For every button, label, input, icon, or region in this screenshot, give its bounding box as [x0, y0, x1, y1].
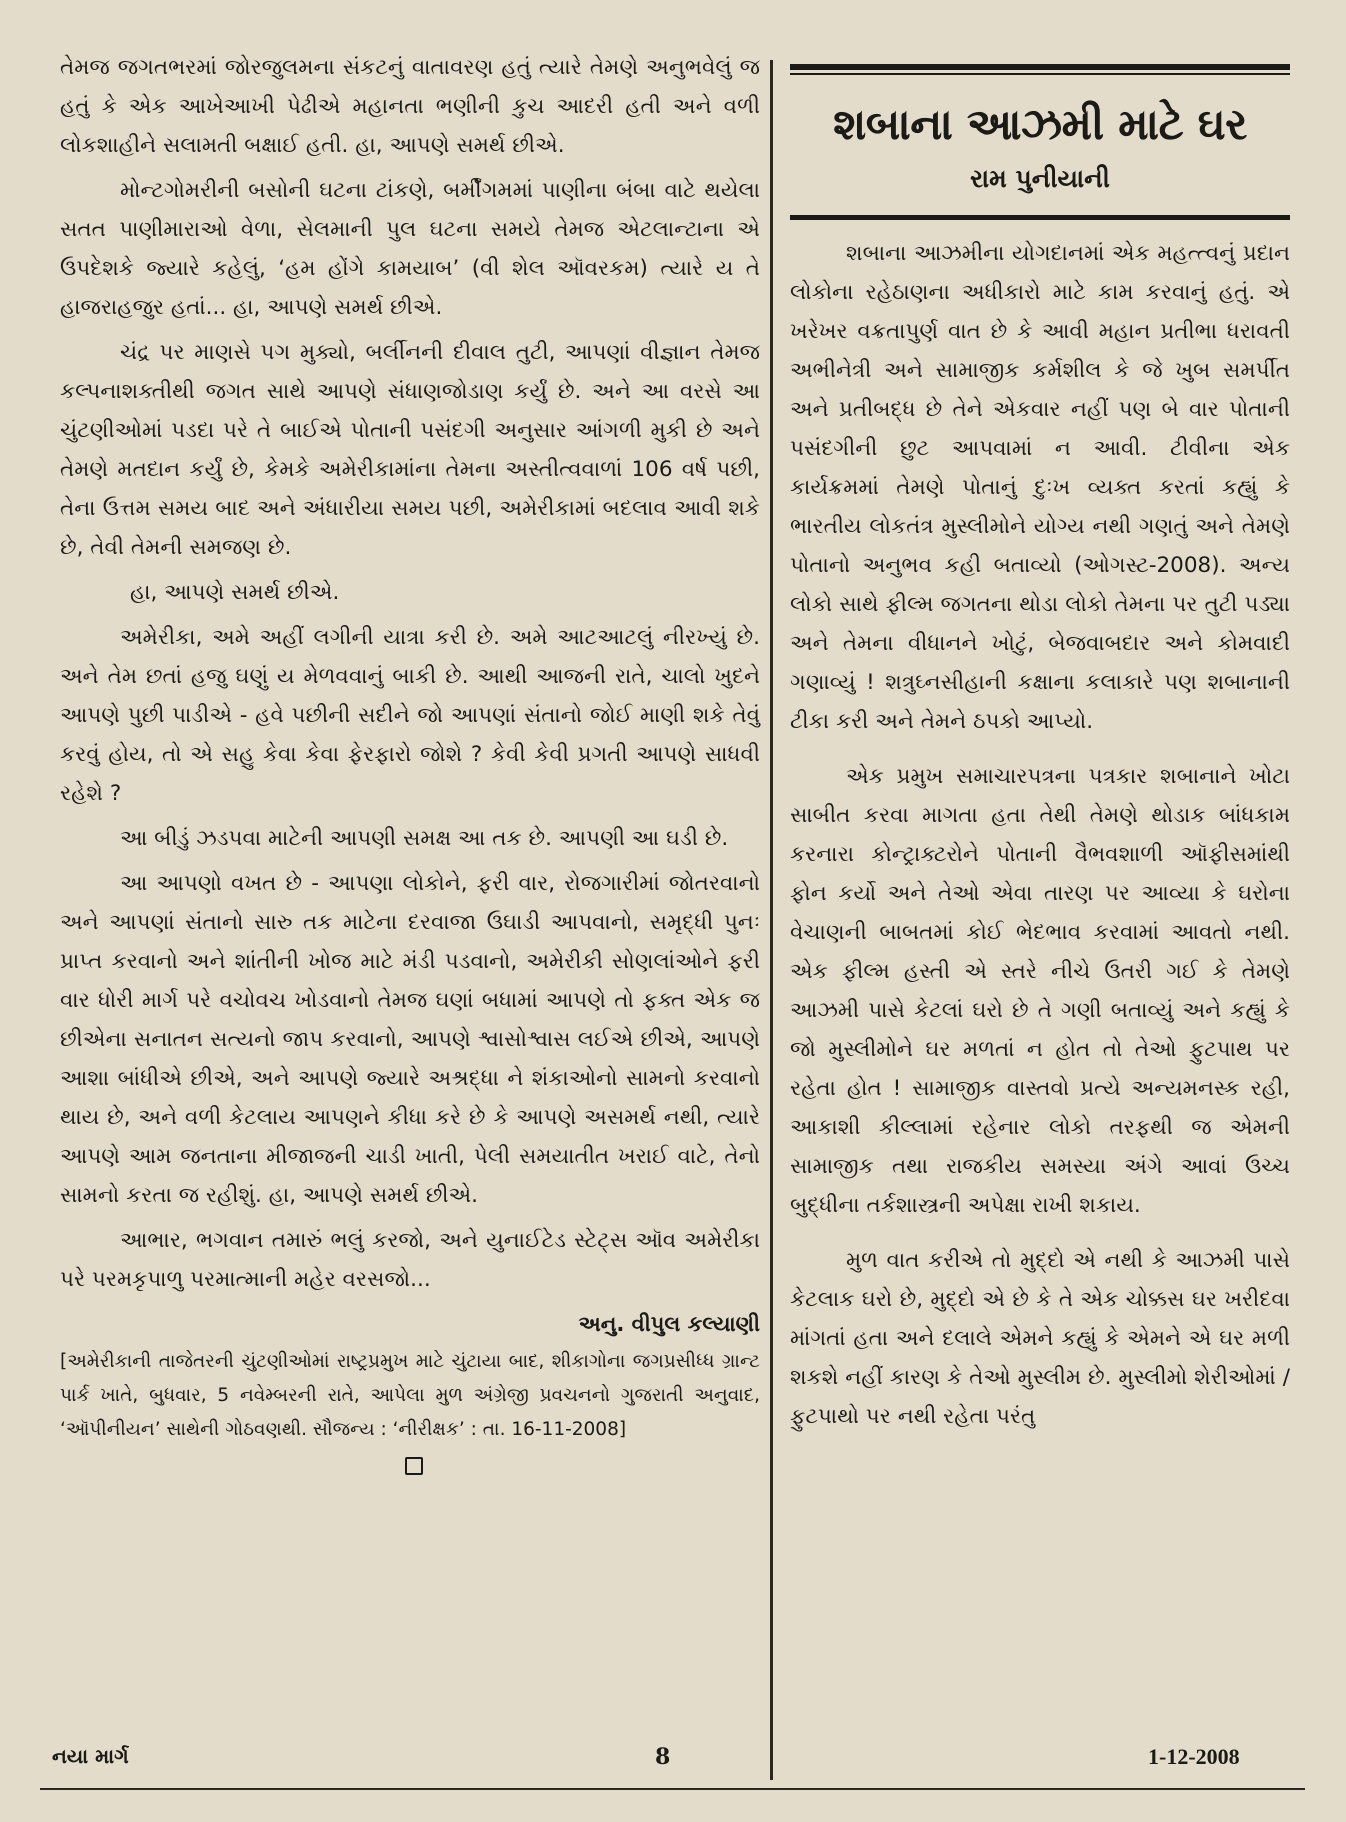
- article-byline: રામ પુનીયાની: [970, 164, 1110, 193]
- paragraph: શબાના આઝમીના યોગદાનમાં એક મહત્ત્વનું પ્રદાન લોકોના રહેઠાણના અધીકારો માટે કામ કરવાનું હતું. એ ખરેખર વક્રતાપુર્ણ વાત છે કે આવી મહાન પ્રતીભા ધરાવતી અભીનેત્રી અને સામાજીક કર્મશીલ કે જે ખુબ સમર્પીત અને પ્રતીબદ્ધ છે તેને એકવાર નહીં પણ બે વાર પોતાની પસંદગીની છુટ આપવામાં ન આવી. ટીવીના એક કાર્યક્રમમાં તેમણે પોતાનું દુઃખ વ્યક્ત કરતાં કહ્યું કે ભારતીય લોકતંત્ર મુસ્લીમોને યોગ્ય નથી ગણતું અને તેમણે પોતાનો અનુભવ કહી બતાવ્યો (ઓગસ્ટ-2008). અન્ય લોકો સાથે ફીલ્મ જગતના થોડા લોકો તેમના પર તુટી પડ્યા અને તેમના વીધાનને ખોટું, બેજવાબદાર અને કોમવાદી ગણાવ્યું ! શત્રુઘ્નસીહાની કક્ષાના કલાકારે પણ શબાનાની ટીકા કરી અને તેમને ઠપકો આપ્યો.: [790, 241, 1290, 734]
- end-mark-icon: [405, 1457, 423, 1475]
- source-note: [અમેરીકાની તાજેતરની ચુંટણીઓમાં રાષ્ટ્રપ્રમુખ માટે ચુંટાયા બાદ, શીકાગોના જગપ્રસીધ્ધ ગ્રાન્ટ પાર્ક ખાતે, બુધવાર, 5 નવેમ્બરની રાતે, આપેલા મુળ અંગ્રેજી પ્રવચનનો ગુજરાતી અનુવાદ, ‘ઑપીનીયન’ સાથેની ગોઠવણથી. સૌજન્ય : ‘નીરીક્ષક’ : તા. 16-11-2008]: [60, 1351, 760, 1440]
- left-column: [60, 48, 760, 1475]
- paragraph: મોન્ટગોમરીની બસોની ઘટના ટાંકણે, બર્મીંગમમાં પાણીના બંબા વાટે થયેલા સતત પાણીમારાઓ વેળા, સેલમાની પુલ ઘટના સમયે તેમજ એટલાન્ટાના એ ઉપદેશકે જ્યારે કહેલું, ‘હમ હોંગે કામયાબ’ (વી શેલ ઑવરકમ) ત્યારે ય તે હાજરાહજુર હતાં... હા, આપણે સમર્થ છીએ.: [60, 178, 760, 320]
- footer-rule: [40, 1788, 1305, 1790]
- column-divider: [770, 60, 773, 1780]
- byline-rule: [790, 215, 1290, 220]
- paragraph: આ આપણો વખત છે - આપણા લોકોને, ફરી વાર, રોજગારીમાં જોતરવાનો અને આપણાં સંતાનો સારુ તક માટેના દરવાજા ઉઘાડી આપવાનો, સમૃદ્ધી પુનઃ પ્રાપ્ત કરવાનો અને શાંતીની ખોજ માટે મંડી પડવાનો, અમેરીકી સોણલાંઓને ફરી વાર ધોરી માર્ગ પરે વચોવચ ખોડવાનો તેમજ ઘણાં બધામાં આપણે તો ફક્ત એક જ છીએના સનાતન સત્યનો જાપ કરવાનો, આપણે શ્વાસોશ્વાસ લઈએ છીએ, આપણે આશા બાંધીએ છીએ, અને આપણે જ્યારે અશ્રદ્ધા ને શંકાઓનો સામનો કરવાનો થાય છે, અને વળી કેટલાય આપણને કીધા કરે છે કે આપણે અસમર્થ નથી, ત્યારે આપણે આમ જનતાના મીજાજની ચાડી ખાતી, પેલી સમયાતીત ખરાઈ વાટે, તેનો સામનો કરતા જ રહીશું. હા, આપણે સમર્થ છીએ.: [60, 871, 760, 1208]
- paragraph: અમેરીકા, અમે અહીં લગીની યાત્રા કરી છે. અમે આટઆટલું નીરખ્યું છે. અને તેમ છતાં હજુ ઘણું ય મેળવવાનું બાકી છે. આથી આજની રાતે, ચાલો ખુદને આપણે પુછી પાડીએ - હવે પછીની સદીને જો આપણાં સંતાનો જોઈ માણી શકે તેવું કરવું હોય, તો એ સહુ કેવા કેવા ફેરફારો જોશે ? કેવી કેવી પ્રગતી આપણે સાધવી રહેશે ?: [60, 625, 760, 806]
- translator-credit: અનુ. વીપુલ કલ્યાણી: [578, 1312, 760, 1336]
- right-column: [790, 64, 1290, 1452]
- paragraph: તેમજ જગતભરમાં જોરજુલમના સંકટનું વાતાવરણ હતું ત્યારે તેમણે અનુભવેલું જ હતું કે એક આખેઆખી પેઢીએ મહાનતા ભણીની કુચ આદરી હતી અને વળી લોકશાહીને સલામતી બક્ષાઈ હતી. હા, આપણે સમર્થ છીએ.: [60, 55, 760, 158]
- paragraph: એક પ્રમુખ સમાચારપત્રના પત્રકાર શબાનાને ખોટા સાબીત કરવા માગતા હતા તેથી તેમણે થોડાક બાંધકામ કરનારા કોન્ટ્રાક્ટરોને પોતાની વૈભવશાળી ઑફીસમાંથી ફોન કર્યો અને તેઓ એવા તારણ પર આવ્યા કે ઘરોના વેચાણની બાબતમાં કોઈ ભેદભાવ કરવામાં આવતો નથી. એક ફીલ્મ હસ્તી એ સ્તરે નીચે ઉતરી ગઈ કે તેમણે આઝમી પાસે કેટલાં ઘરો છે તે ગણી બતાવ્યું અને કહ્યું કે જો મુસ્લીમોને ઘર મળતાં ન હોત તો તેઓ ફુટપાથ પર રહેતા હોત ! સામાજીક વાસ્તવો પ્રત્યે અન્યમનસ્ક રહી, આકાશી કીલ્લામાં રહેનાર લોકો તરફથી જ એમની સામાજીક તથા રાજકીય સમસ્યા અંગે આવાં ઉચ્ચ બુદ્ધીના તર્કશાસ્ત્રની અપેક્ષા રાખી શકાય.: [790, 764, 1290, 1218]
- headline-rule-top: [790, 64, 1290, 70]
- page-number: 8: [655, 1744, 671, 1770]
- issue-date: 1-12-2008: [1148, 1744, 1240, 1769]
- paragraph: ચંદ્ર પર માણસે પગ મુક્યો, બર્લીનની દીવાલ તુટી, આપણાં વીજ્ઞાન તેમજ કલ્પનાશક્તીથી જગત સાથે આપણે સંધાણજોડાણ કર્યું છે. અને આ વરસે આ ચુંટણીઓમાં પડદા પરે તે બાઈએ પોતાની પસંદગી અનુસાર આંગળી મુકી છે અને તેમણે મતદાન કર્યું છે, કેમકે અમેરીકામાંના તેમના અસ્તીત્વવાળાં 106 વર્ષ પછી, તેના ઉત્તમ સમય બાદ અને અંધારીયા સમય પછી, અમેરીકામાં બદલાવ આવી શકે છે, તેવી તેમની સમજણ છે.: [60, 340, 760, 560]
- paragraph: આભાર, ભગવાન તમારું ભલું કરજો, અને યુનાઈટેડ સ્ટેટ્સ ઑવ અમેરીકા પરે પરમકૃપાળુ પરમાત્માની મહેર વરસજો...: [60, 1228, 760, 1292]
- paragraph: મુળ વાત કરીએ તો મુદ્દો એ નથી કે આઝમી પાસે કેટલાક ઘરો છે, મુદ્દો એ છે કે તે એક ચોક્કસ ઘર ખરીદવા માંગતાં હતા અને દલાલે એમને કહ્યું કે એમને એ ઘર મળી શકશે નહીં કારણ કે તેઓ મુસ્લીમ છે. મુસ્લીમો શેરીઓમાં / ફુટપાથો પર નથી રહેતા પરંતુ: [790, 1248, 1290, 1429]
- paragraph: હા, આપણે સમર્થ છીએ.: [130, 580, 340, 605]
- headline-rule-thin: [790, 73, 1290, 75]
- paragraph: આ બીડું ઝડપવા માટેની આપણી સમક્ષ આ તક છે. આપણી આ ઘડી છે.: [120, 826, 729, 851]
- publication-name: નયા માર્ગ: [52, 1744, 129, 1768]
- article-headline: શબાના આઝમી માટે ઘર: [833, 100, 1247, 150]
